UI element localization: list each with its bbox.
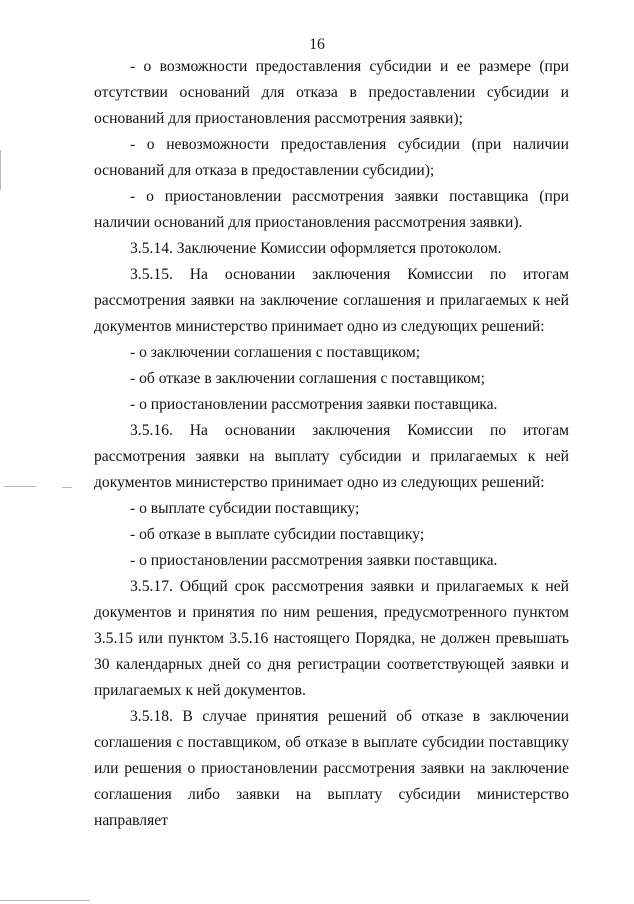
paragraph-impossibility: - о невозможности предоставления субсидии (при наличии оснований для отказа в предоставлении субсидии);	[94, 136, 569, 179]
paragraph-suspension: - о приостановлении рассмотрения заявки поставщика (при наличии оснований для приостановления рассмотрения заявки).	[94, 188, 569, 231]
paragraph-3-5-14: 3.5.14. Заключение Комиссии оформляется протоколом.	[130, 240, 502, 257]
page-number: 16	[309, 36, 325, 53]
scan-artifact-dash	[62, 487, 72, 488]
list-item-pay-subsidy: - о выплате субсидии поставщику;	[130, 500, 360, 517]
list-item-conclude-agreement: - о заключении соглашения с поставщиком;	[130, 344, 421, 361]
list-item-suspend-review: - о приостановлении рассмотрения заявки поставщика.	[130, 396, 498, 413]
paragraph-3-5-18: 3.5.18. В случае принятия решений об отказе в заключении соглашения с поставщиком, об отказе в выплате субсидии поставщику или решения о приостановлении рассмотрения заявки на заключение соглашения либо заявки на выплату субсидии министерство направляет	[94, 708, 569, 829]
paragraph-3-5-16: 3.5.16. На основании заключения Комиссии по итогам рассмотрения заявки на выплату субсидии и прилагаемых к ней документов министерство принимает одно из следующих решений:	[94, 422, 569, 491]
scan-artifact-left-top	[0, 150, 1, 190]
list-item-suspend-review-2: - о приостановлении рассмотрения заявки поставщика.	[130, 552, 498, 569]
list-item-refuse-payment: - об отказе в выплате субсидии поставщику;	[130, 526, 425, 543]
paragraph-3-5-17: 3.5.17. Общий срок рассмотрения заявки и прилагаемых к ней документов и принятия по ним решения, предусмотренного пунктом 3.5.15 или пунктом 3.5.16 настоящего Порядка, не должен превышать 30 календарных дней со дня регистрации соответствующей заявки и прилагаемых к ней документов.	[94, 578, 569, 699]
scan-artifact-bottom	[0, 900, 90, 901]
list-item-refuse-agreement: - об отказе в заключении соглашения с поставщиком;	[130, 370, 485, 387]
scan-artifact-left-middle	[4, 486, 36, 487]
document-body	[94, 54, 569, 834]
paragraph-3-5-15: 3.5.15. На основании заключения Комиссии по итогам рассмотрения заявки на заключение соглашения и прилагаемых к ней документов министерство принимает одно из следующих решений:	[94, 266, 569, 335]
paragraph-possibility: - о возможности предоставления субсидии и ее размере (при отсутствии оснований для отказа в предоставлении субсидии и оснований для приостановления рассмотрения заявки);	[94, 58, 569, 127]
